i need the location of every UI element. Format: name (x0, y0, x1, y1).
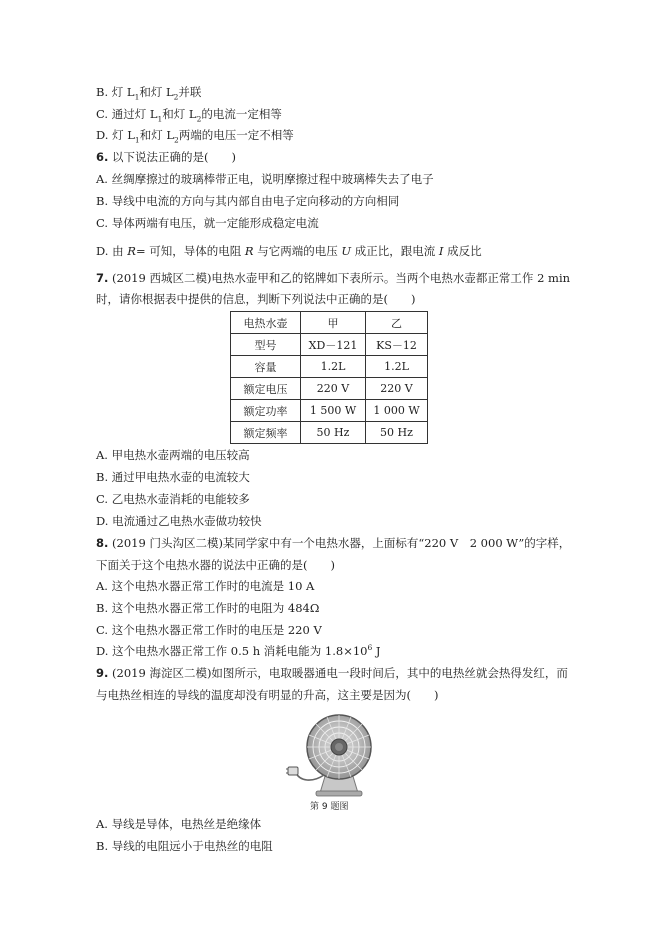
q7-option-a: A. 甲电热水壶两端的电压较高 (96, 448, 250, 462)
q6-option-a: A. 丝绸摩擦过的玻璃棒带正电，说明摩擦过程中玻璃棒失去了电子 (96, 172, 434, 186)
table-header-cell: 甲 (301, 312, 366, 334)
q6-stem: 6. 以下说法正确的是( ) (96, 150, 237, 164)
table-row (231, 378, 428, 400)
q6-option-d: D. 由 R= 可知，导体的电阻 R 与它两端的电压 U 成正比，跟电流 I 成反比 (96, 244, 482, 258)
q7-stem-line2: 时，请你根据表中提供的信息，判断下列说法中正确的是( ) (96, 292, 416, 306)
q8-stem-line2: 下面关于这个电热水器的说法中正确的是( ) (96, 558, 335, 572)
q5-option-b: B. 灯 $L_1$和灯 $L_2$并联 (96, 85, 202, 102)
q9-stem-line1: 9. (2019 海淀区二模)如图所示，电取暖器通电一段时间后，其中的电热丝就会热得发红，而 (96, 666, 568, 680)
table-cell: XD－121 (301, 334, 366, 356)
q9-option-b: B. 导线的电阻远小于电热丝的电阻 (96, 839, 273, 853)
table-cell: 额定频率 (231, 422, 301, 444)
q7-option-d: D. 电流通过乙电热水壶做功较快 (96, 514, 262, 528)
table-cell: 220 V (366, 378, 428, 400)
q8-option-b: B. 这个电热水器正常工作时的电阻为 484Ω (96, 601, 320, 615)
table-header-row (231, 312, 428, 334)
q8-stem-line1: 8. (2019 门头沟区二模)某同学家中有一个电热水器，上面标有“220 V 2 000 W”的字样， (96, 536, 571, 550)
table-cell: 1.2L (301, 356, 366, 378)
q9-stem-line2: 与电热丝相连的导线的温度却没有明显的升高，这主要是因为( ) (96, 688, 439, 702)
q9-option-a: A. 导线是导体，电热丝是绝缘体 (96, 817, 262, 831)
q8-option-a: A. 这个电热水器正常工作时的电流是 10 A (96, 579, 315, 593)
q5-option-c: C. 通过灯 $L_1$和灯 $L_2$的电流一定相等 (96, 107, 282, 124)
q7-stem-line1: 7. (2019 西城区二模)电热水壶甲和乙的铭牌如下表所示。当两个电热水壶都正常工作 2 min (96, 271, 571, 285)
q6-option-b: B. 导线中电流的方向与其内部自由电子定向移动的方向相同 (96, 194, 400, 208)
table-cell: 220 V (301, 378, 366, 400)
q9-number: 9. (96, 666, 109, 680)
table-cell: 额定功率 (231, 400, 301, 422)
heater-figure (286, 709, 380, 799)
table-cell: 容量 (231, 356, 301, 378)
q6-option-c: C. 导体两端有电压，就一定能形成稳定电流 (96, 216, 319, 230)
power-cord (296, 773, 324, 780)
table-cell: 50 Hz (301, 422, 366, 444)
q8-option-d: D. 这个电热水器正常工作 0.5 h 消耗电能为 $1.8\times 10^6$ J (96, 643, 381, 658)
table-row (231, 334, 428, 356)
table-row (231, 356, 428, 378)
q6-number: 6. (96, 150, 109, 164)
kettle-spec-table (230, 311, 428, 444)
table-cell: 1 500 W (301, 400, 366, 422)
heater-base (316, 791, 362, 796)
q8-number: 8. (96, 536, 109, 550)
table-cell: 1.2L (366, 356, 428, 378)
table-cell: KS－12 (366, 334, 428, 356)
q8-option-c: C. 这个电热水器正常工作时的电压是 220 V (96, 623, 322, 637)
table-header-cell: 乙 (366, 312, 428, 334)
table-cell: 额定电压 (231, 378, 301, 400)
table-row (231, 422, 428, 444)
q5-option-d: D. 灯 $L_1$和灯 $L_2$两端的电压一定不相等 (96, 128, 294, 145)
power-plug (288, 767, 298, 775)
table-cell: 50 Hz (366, 422, 428, 444)
table-row (231, 400, 428, 422)
figure-caption: 第 9 题图 (310, 802, 349, 812)
table-cell: 型号 (231, 334, 301, 356)
table-header-cell: 电热水壶 (231, 312, 301, 334)
q7-option-c: C. 乙电热水壶消耗的电能较多 (96, 492, 250, 506)
q7-number: 7. (96, 271, 109, 285)
q7-option-b: B. 通过甲电热水壶的电流较大 (96, 470, 250, 484)
table-cell: 1 000 W (366, 400, 428, 422)
